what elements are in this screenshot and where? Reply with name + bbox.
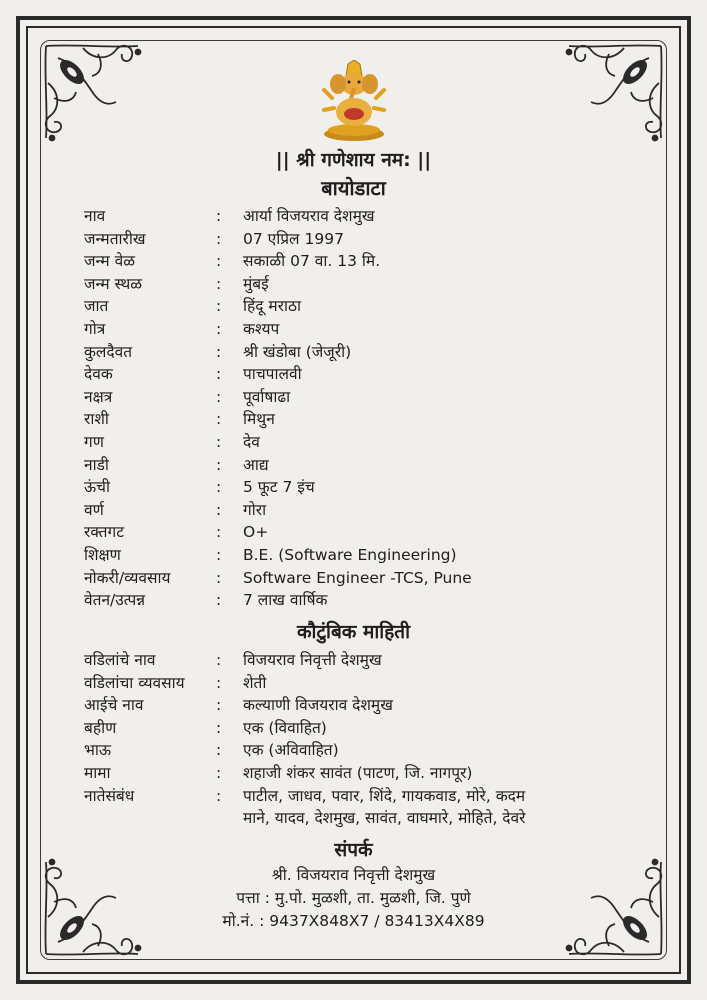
- field-label: नाव: [84, 207, 106, 225]
- contact-address: पत्ता : मु.पो. मुळशी, ता. मुळशी, जि. पुणे: [236, 889, 471, 907]
- field-value: 07 एप्रिल 1997: [243, 229, 344, 248]
- field-label: नोकरी/व्यवसाय: [84, 568, 171, 587]
- invocation: || श्री गणेशाय नम: ||: [275, 149, 432, 171]
- biodata-row: [84, 273, 624, 296]
- field-label: वडिलांचा व्यवसाय: [84, 673, 185, 692]
- relatives-line-2: माने, यादव, देशमुख, सावंत, वाघमारे, मोहिते, देवरे: [243, 809, 526, 828]
- field-label: राशी: [84, 410, 109, 429]
- field-value: 5 फूट 7 इंच: [243, 478, 315, 497]
- separator: :: [216, 342, 222, 361]
- field-label: जात: [84, 297, 109, 316]
- field-label: नाडी: [84, 455, 109, 474]
- separator: :: [216, 718, 222, 737]
- separator: :: [216, 252, 222, 271]
- separator: :: [216, 478, 222, 497]
- field-value: मिथुन: [243, 410, 275, 429]
- separator: :: [216, 545, 222, 564]
- separator: :: [216, 455, 222, 474]
- separator: :: [216, 651, 222, 669]
- field-label: जन्मतारीख: [84, 229, 146, 248]
- biodata-row: [84, 454, 624, 477]
- family-list: [84, 649, 624, 830]
- separator: :: [216, 786, 222, 805]
- biodata-row: [84, 499, 624, 522]
- field-value: मुंबई: [243, 274, 269, 293]
- field-value: शहाजी शंकर सावंत (पाटण, जि. नागपूर): [243, 763, 473, 782]
- field-label: वडिलांचे नाव: [84, 651, 156, 669]
- field-label: नक्षत्र: [84, 387, 113, 406]
- separator: :: [216, 387, 222, 406]
- field-value: आर्या विजयराव देशमुख: [243, 207, 375, 225]
- separator: :: [216, 207, 222, 225]
- field-value: पूर्वाषाढा: [243, 387, 291, 406]
- field-value: विजयराव निवृत्ती देशमुख: [243, 651, 382, 669]
- biodata-row: [84, 318, 624, 341]
- field-value: कश्यप: [243, 319, 280, 338]
- field-value: Software Engineer -TCS, Pune: [243, 568, 472, 587]
- biodata-row: [84, 386, 624, 409]
- field-label: नातेसंबंध: [84, 786, 135, 805]
- biodata-row: [84, 589, 624, 612]
- biodata-row: [84, 408, 624, 431]
- field-value: हिंदू मराठा: [243, 297, 302, 316]
- separator: :: [216, 763, 222, 782]
- field-value: सकाळी 07 वा. 13 मि.: [243, 252, 381, 271]
- biodata-row: [84, 363, 624, 386]
- field-value: देव: [243, 432, 260, 451]
- field-label: भाऊ: [84, 741, 112, 760]
- separator: :: [216, 365, 222, 384]
- biodata-row: [84, 567, 624, 590]
- biodata-row: [84, 341, 624, 364]
- contact-name: श्री. विजयराव निवृत्ती देशमुख: [271, 866, 436, 884]
- separator: :: [216, 568, 222, 587]
- field-label: ऊंची: [84, 478, 111, 497]
- family-row: [84, 649, 624, 672]
- biodata-row: [84, 250, 624, 273]
- field-value: गोरा: [243, 500, 267, 519]
- corner-ornament-icon: [38, 38, 158, 158]
- field-label: वर्ण: [84, 500, 104, 519]
- biodata-list: [84, 205, 624, 612]
- field-value: [243, 785, 624, 830]
- biodata-row: [84, 476, 624, 499]
- field-label: गोत्र: [84, 319, 106, 338]
- relatives-line-1: पाटील, जाधव, पवार, शिंदे, गायकवाड, मोरे, कदम: [243, 786, 526, 805]
- separator: :: [216, 274, 222, 293]
- ganesha-icon: [318, 60, 390, 142]
- separator: :: [216, 432, 222, 451]
- separator: :: [216, 696, 222, 715]
- field-label: रक्तगट: [84, 523, 125, 542]
- biodata-row: [84, 521, 624, 544]
- contact-section-title: संपर्क: [334, 839, 373, 861]
- field-label: कुलदैवत: [84, 342, 133, 361]
- family-row: [84, 739, 624, 762]
- family-row: [84, 762, 624, 785]
- field-value: शेती: [243, 673, 267, 692]
- field-value: B.E. (Software Engineering): [243, 545, 457, 564]
- separator: :: [216, 523, 222, 542]
- field-label: जन्म स्थळ: [84, 274, 143, 293]
- field-label: गण: [84, 432, 104, 451]
- separator: :: [216, 591, 222, 610]
- field-value: O+: [243, 523, 269, 542]
- biodata-row: [84, 295, 624, 318]
- field-value: एक (विवाहित): [243, 718, 327, 737]
- contact-phone: मो.नं. : 9437X848X7 / 83413X4X89: [222, 912, 485, 930]
- biodata-row: [84, 205, 624, 228]
- separator: :: [216, 500, 222, 519]
- biodata-row: [84, 544, 624, 567]
- page-title: बायोडाटा: [321, 176, 386, 200]
- field-label: बहीण: [84, 718, 117, 737]
- field-value: श्री खंडोबा (जेजूरी): [243, 342, 352, 361]
- family-row: [84, 672, 624, 695]
- field-label: आईचे नाव: [84, 696, 144, 715]
- field-label: देवक: [84, 365, 113, 384]
- corner-ornament-icon: [549, 38, 669, 158]
- field-label: वेतन/उत्पन्न: [84, 591, 146, 610]
- separator: :: [216, 319, 222, 338]
- field-value: पाचपालवी: [243, 365, 302, 384]
- field-label: शिक्षण: [84, 545, 121, 564]
- biodata-row: [84, 228, 624, 251]
- relatives-row: [84, 785, 624, 830]
- family-section-title: कौटुंबिक माहिती: [296, 621, 411, 643]
- separator: :: [216, 297, 222, 316]
- separator: :: [216, 741, 222, 760]
- biodata-row: [84, 431, 624, 454]
- field-label: जन्म वेळ: [84, 252, 136, 271]
- separator: :: [216, 673, 222, 692]
- field-value: 7 लाख वार्षिक: [243, 591, 328, 610]
- field-label: मामा: [84, 763, 111, 782]
- field-value: कल्याणी विजयराव देशमुख: [243, 696, 393, 715]
- family-row: [84, 694, 624, 717]
- separator: :: [216, 229, 222, 248]
- family-row: [84, 717, 624, 740]
- separator: :: [216, 410, 222, 429]
- field-value: आद्य: [243, 455, 269, 474]
- field-value: एक (अविवाहित): [243, 741, 339, 760]
